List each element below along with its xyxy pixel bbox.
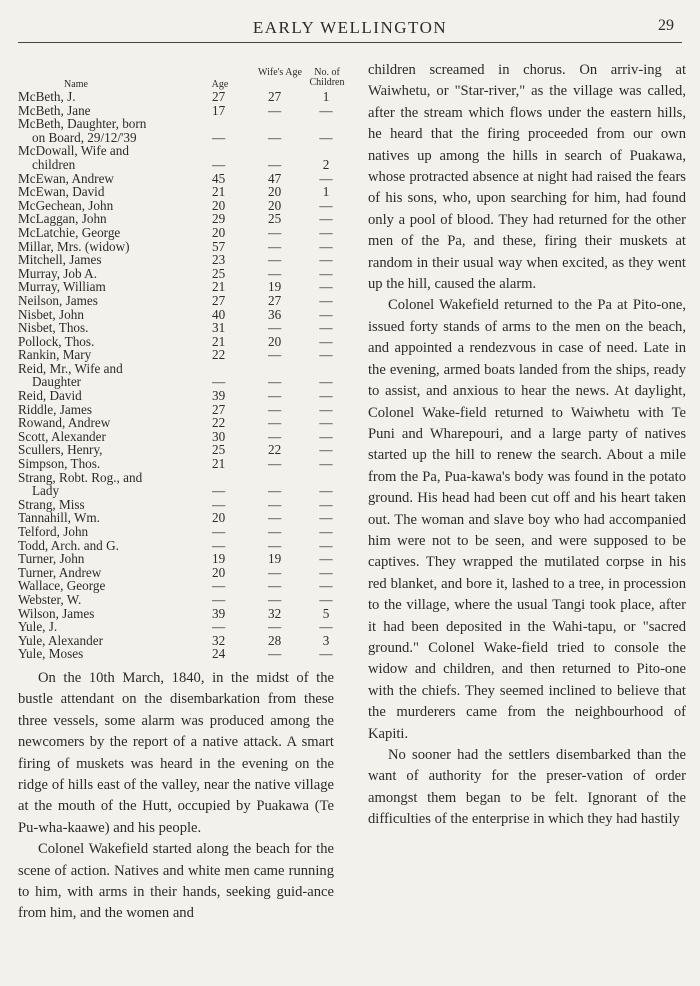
passenger-age: — <box>212 496 226 512</box>
wife-age: — <box>268 619 282 635</box>
passenger-age: 21 <box>212 184 226 200</box>
wife-age: 19 <box>268 279 282 295</box>
passenger-age: — <box>212 537 226 553</box>
table-row <box>18 226 336 240</box>
table-row <box>18 90 336 104</box>
passenger-name <box>18 471 142 498</box>
passenger-age: — <box>212 578 226 594</box>
passenger-age: 20 <box>212 224 226 240</box>
passenger-name-line: Daughter <box>32 374 82 390</box>
passenger-age: 22 <box>212 415 226 431</box>
children-count: — <box>319 524 333 539</box>
wife-age: — <box>268 591 282 607</box>
passenger-name: Rankin, Mary <box>18 347 92 363</box>
children-count: — <box>319 374 333 390</box>
passenger-name: Webster, W. <box>18 591 82 607</box>
children-count: — <box>319 170 333 186</box>
wife-age: — <box>268 564 282 580</box>
passenger-name: McGechean, John <box>18 197 114 213</box>
table-row <box>18 552 336 566</box>
column-header-wife-age: Wife's Age <box>258 67 302 78</box>
passenger-age: 24 <box>212 646 226 662</box>
table-row <box>18 539 336 553</box>
passenger-name-line: children <box>32 156 76 172</box>
running-title: EARLY WELLINGTON <box>252 18 448 37</box>
column-header-name: Name <box>64 79 88 90</box>
passenger-age: — <box>212 483 226 499</box>
table-row <box>18 498 336 512</box>
passenger-name: Scullers, Henry, <box>18 442 103 458</box>
left-narrative <box>18 668 334 925</box>
children-count: — <box>319 551 333 567</box>
passenger-age: 27 <box>212 292 226 308</box>
passenger-age: 57 <box>212 238 226 254</box>
passenger-name: Scott, Alexander <box>18 428 106 444</box>
passenger-name: Nisbet, John <box>18 306 84 322</box>
passenger-age: 23 <box>212 252 226 268</box>
table-row <box>18 457 336 471</box>
passenger-name: McBeth, Jane <box>18 102 91 118</box>
passenger-name <box>18 117 146 144</box>
table-row <box>18 593 336 607</box>
table-row <box>18 117 336 144</box>
passenger-name: Pollock, Thos. <box>18 333 95 349</box>
children-count: — <box>319 265 333 281</box>
wife-age: — <box>268 415 282 431</box>
passenger-name <box>18 144 129 171</box>
left-column <box>18 62 345 662</box>
wife-age: 20 <box>268 333 282 349</box>
passenger-name: Wallace, George <box>18 578 106 594</box>
passenger-age: 19 <box>212 551 226 567</box>
children-count: — <box>319 564 333 580</box>
wife-age: 25 <box>268 211 282 227</box>
table-row <box>18 267 336 281</box>
passenger-name: McEwan, Andrew <box>18 170 114 186</box>
column-header-children: No. of Children <box>309 67 345 88</box>
wife-age: — <box>268 537 282 553</box>
wife-age: — <box>268 510 282 526</box>
children-count: — <box>319 496 333 512</box>
table-row <box>18 199 336 213</box>
passenger-list <box>18 90 336 661</box>
passenger-name: Millar, Mrs. (widow) <box>18 238 130 254</box>
table-row <box>18 566 336 580</box>
passenger-name-line: Reid, Mr., Wife and <box>18 360 123 376</box>
wife-age: 19 <box>268 551 282 567</box>
passenger-age: 20 <box>212 564 226 580</box>
passenger-name: Nisbet, Thos. <box>18 320 89 336</box>
passenger-age: 17 <box>212 102 226 118</box>
table-row <box>18 240 336 254</box>
table-row <box>18 647 336 661</box>
children-count: 3 <box>322 632 330 648</box>
wife-age: — <box>268 156 282 172</box>
children-count: — <box>319 320 333 336</box>
wife-age: 20 <box>268 197 282 213</box>
table-row <box>18 430 336 444</box>
children-count: — <box>319 591 333 607</box>
passenger-name: McLaggan, John <box>18 211 107 227</box>
children-count: — <box>319 224 333 240</box>
children-count: — <box>319 619 333 635</box>
passenger-name: Strang, Miss <box>18 496 85 512</box>
passenger-age: 20 <box>212 197 226 213</box>
children-count: — <box>319 388 333 404</box>
children-count: — <box>319 129 333 145</box>
table-row <box>18 403 336 417</box>
children-count: — <box>319 252 333 268</box>
paragraph: children screamed in chorus. On arriv-ing at Waiwhetu, or "Star-river," as the village was called, after the stream which flows under the eastern hills, he heard that the firing proceeded from our own natives up among the hills in search of Puakawa, whose protracted absence at night had raised the fears of his sons, who, upon searching for him, had found only a pool of blood. They had returned for the other men of the Pa, and these, firing their muskets at random in their usual way when excited, as they went up the hill, caused the alarm. <box>368 62 686 293</box>
paragraph: Colonel Wakefield returned to the Pa at Pito-one, issued forty stands of arms to the men on the beach, and appointed a rendezvous in case of need. Late in the evening, armed boats landed from the ships, ready to assist, and anxious to hear the news. At daylight, Colonel Wake-field returned to Waiwhetu with Te Puni and Wharepouri, and a large party of natives started up the hill to renew the search. About a mile from the Pa, Pua-kawa's body was found in the potato ground. His head had been cut off and his heart taken out. The woman and slave boy who had accompanied him were not to be seen, and were supposed to be captives. They wrapped the mutilated corpse in his red blanket, and bore it, lashed to a tree, in procession to the village, where the usual Tangi took place, after it had been deposited in the Wahi-tapu, or "sacred ground." Colonel Wake-field tried to console the widow and children, and then returned to Pito-one with the chiefs. They seemed inclined to believe that the murderers came from the neighbourhood of Kapiti. <box>368 297 686 742</box>
passenger-name-line: on Board, 29/12/'39 <box>32 129 137 145</box>
children-count: 1 <box>322 184 330 200</box>
paragraph: On the 10th March, 1840, in the midst of the bustle attendant on the disembarkation from these three vessels, some alarm was produced among the newcomers by the report of a native attack. A smart firing of muskets was heard in the evening on the ridge of hills east of the valley, near the native village at the mouth of the Hutt, occupied by Puakawa (Te Pu-wha-kaawe) and his people. <box>18 670 334 836</box>
table-row <box>18 294 336 308</box>
table-row <box>18 308 336 322</box>
wife-age: — <box>268 388 282 404</box>
table-row <box>18 348 336 362</box>
table-row <box>18 144 336 171</box>
passenger-age: 20 <box>212 510 226 526</box>
children-count: — <box>319 401 333 417</box>
wife-age: 47 <box>268 170 282 186</box>
passenger-name: Riddle, James <box>18 401 92 417</box>
passenger-name-line: McBeth, Daughter, born <box>18 116 147 132</box>
wife-age: — <box>268 428 282 444</box>
table-row <box>18 525 336 539</box>
passenger-name: Rowand, Andrew <box>18 415 111 431</box>
passenger-age: 27 <box>212 89 226 104</box>
page-header <box>18 16 682 43</box>
wife-age: 27 <box>268 292 282 308</box>
passenger-name-line: Lady <box>32 483 60 499</box>
children-count: 2 <box>322 156 330 172</box>
right-column <box>368 60 686 831</box>
wife-age: — <box>268 224 282 240</box>
wife-age: — <box>268 347 282 363</box>
passenger-name: Yule, Alexander <box>18 632 103 648</box>
table-row <box>18 389 336 403</box>
passenger-age: 21 <box>212 456 226 472</box>
table-row <box>18 212 336 226</box>
passenger-name: Turner, Andrew <box>18 564 102 580</box>
children-count: — <box>319 197 333 213</box>
wife-age: — <box>268 456 282 472</box>
table-row <box>18 607 336 621</box>
children-count: — <box>319 510 333 526</box>
children-count: — <box>319 537 333 553</box>
passenger-name: Murray, Job A. <box>18 265 97 281</box>
passenger-age: 25 <box>212 442 226 458</box>
page-number: 29 <box>658 17 674 34</box>
table-row <box>18 362 336 389</box>
passenger-age: 25 <box>212 265 226 281</box>
passenger-name: Reid, David <box>18 388 82 404</box>
table-row <box>18 416 336 430</box>
children-count: — <box>319 483 333 499</box>
table-row <box>18 321 336 335</box>
passenger-age: — <box>212 524 226 539</box>
wife-age: — <box>268 374 282 390</box>
passenger-name: Mitchell, James <box>18 252 102 268</box>
wife-age: 28 <box>268 632 282 648</box>
table-row <box>18 511 336 525</box>
paragraph: No sooner had the settlers disembarked than the want of authority for the preser-vation of order amongst them began to be felt. Ignorant of the difficulties of the enterprise in which they had hastily <box>368 747 686 828</box>
passenger-name: McEwan, David <box>18 184 105 200</box>
children-count: — <box>319 415 333 431</box>
table-row <box>18 253 336 267</box>
passenger-name: Simpson, Thos. <box>18 456 101 472</box>
table-row <box>18 104 336 118</box>
table-row <box>18 280 336 294</box>
children-count: — <box>319 102 333 118</box>
wife-age: — <box>268 320 282 336</box>
passenger-age: — <box>212 374 226 390</box>
passenger-age: 21 <box>212 333 226 349</box>
children-count: — <box>319 646 333 662</box>
passenger-name: Tannahill, Wm. <box>18 510 100 526</box>
wife-age: 20 <box>268 184 282 200</box>
table-row <box>18 172 336 186</box>
children-count: — <box>319 456 333 472</box>
wife-age: 36 <box>268 306 282 322</box>
passenger-name: McBeth, J. <box>18 89 76 104</box>
children-count: — <box>319 211 333 227</box>
passenger-age: — <box>212 591 226 607</box>
wife-age: — <box>268 252 282 268</box>
passenger-name: McLatchie, George <box>18 224 121 240</box>
passenger-name: Murray, William <box>18 279 106 295</box>
children-count: 1 <box>322 89 330 104</box>
passenger-age: 22 <box>212 347 226 363</box>
table-row <box>18 443 336 457</box>
table-row <box>18 620 336 634</box>
passenger-age: 40 <box>212 306 226 322</box>
children-count: — <box>319 347 333 363</box>
passenger-age: 21 <box>212 279 226 295</box>
wife-age: — <box>268 238 282 254</box>
passenger-name: Telford, John <box>18 524 89 539</box>
table-row <box>18 634 336 648</box>
passenger-name: Turner, John <box>18 551 85 567</box>
table-row <box>18 185 336 199</box>
children-count: — <box>319 292 333 308</box>
passenger-name-line: McDowall, Wife and <box>18 143 129 159</box>
passenger-age: — <box>212 619 226 635</box>
children-count: — <box>319 238 333 254</box>
passenger-age: — <box>212 129 226 145</box>
passenger-age: 32 <box>212 632 226 648</box>
children-count: — <box>319 442 333 458</box>
wife-age: — <box>268 265 282 281</box>
wife-age: — <box>268 129 282 145</box>
passenger-name: Wilson, James <box>18 605 95 621</box>
wife-age: 22 <box>268 442 282 458</box>
wife-age: 32 <box>268 605 282 621</box>
passenger-list-header <box>18 62 345 90</box>
wife-age: — <box>268 483 282 499</box>
passenger-age: — <box>212 156 226 172</box>
wife-age: — <box>268 401 282 417</box>
passenger-age: 29 <box>212 211 226 227</box>
passenger-age: 39 <box>212 388 226 404</box>
paragraph: Colonel Wakefield started along the beach for the scene of action. Natives and white men came running to him, with arms in their hands, seeking guid-ance from him, and the women and <box>18 841 334 922</box>
passenger-name <box>18 362 123 389</box>
table-row <box>18 579 336 593</box>
passenger-name: Yule, Moses <box>18 646 84 662</box>
passenger-name: Todd, Arch. and G. <box>18 537 119 553</box>
passenger-age: 30 <box>212 428 226 444</box>
passenger-name: Yule, J. <box>18 619 58 635</box>
passenger-age: 39 <box>212 605 226 621</box>
children-count: — <box>319 306 333 322</box>
children-count: — <box>319 333 333 349</box>
wife-age: — <box>268 646 282 662</box>
passenger-name: Neilson, James <box>18 292 98 308</box>
wife-age: — <box>268 524 282 539</box>
wife-age: 27 <box>268 89 282 104</box>
passenger-age: 45 <box>212 170 226 186</box>
table-row <box>18 335 336 349</box>
children-count: — <box>319 578 333 594</box>
children-count: — <box>319 428 333 444</box>
children-count: 5 <box>322 605 330 621</box>
passenger-age: 31 <box>212 320 226 336</box>
table-row <box>18 471 336 498</box>
children-count: — <box>319 279 333 295</box>
wife-age: — <box>268 496 282 512</box>
wife-age: — <box>268 578 282 594</box>
passenger-name-line: Strang, Robt. Rog., and <box>18 469 143 485</box>
column-header-age: Age <box>211 79 229 90</box>
wife-age: — <box>268 102 282 118</box>
passenger-age: 27 <box>212 401 226 417</box>
